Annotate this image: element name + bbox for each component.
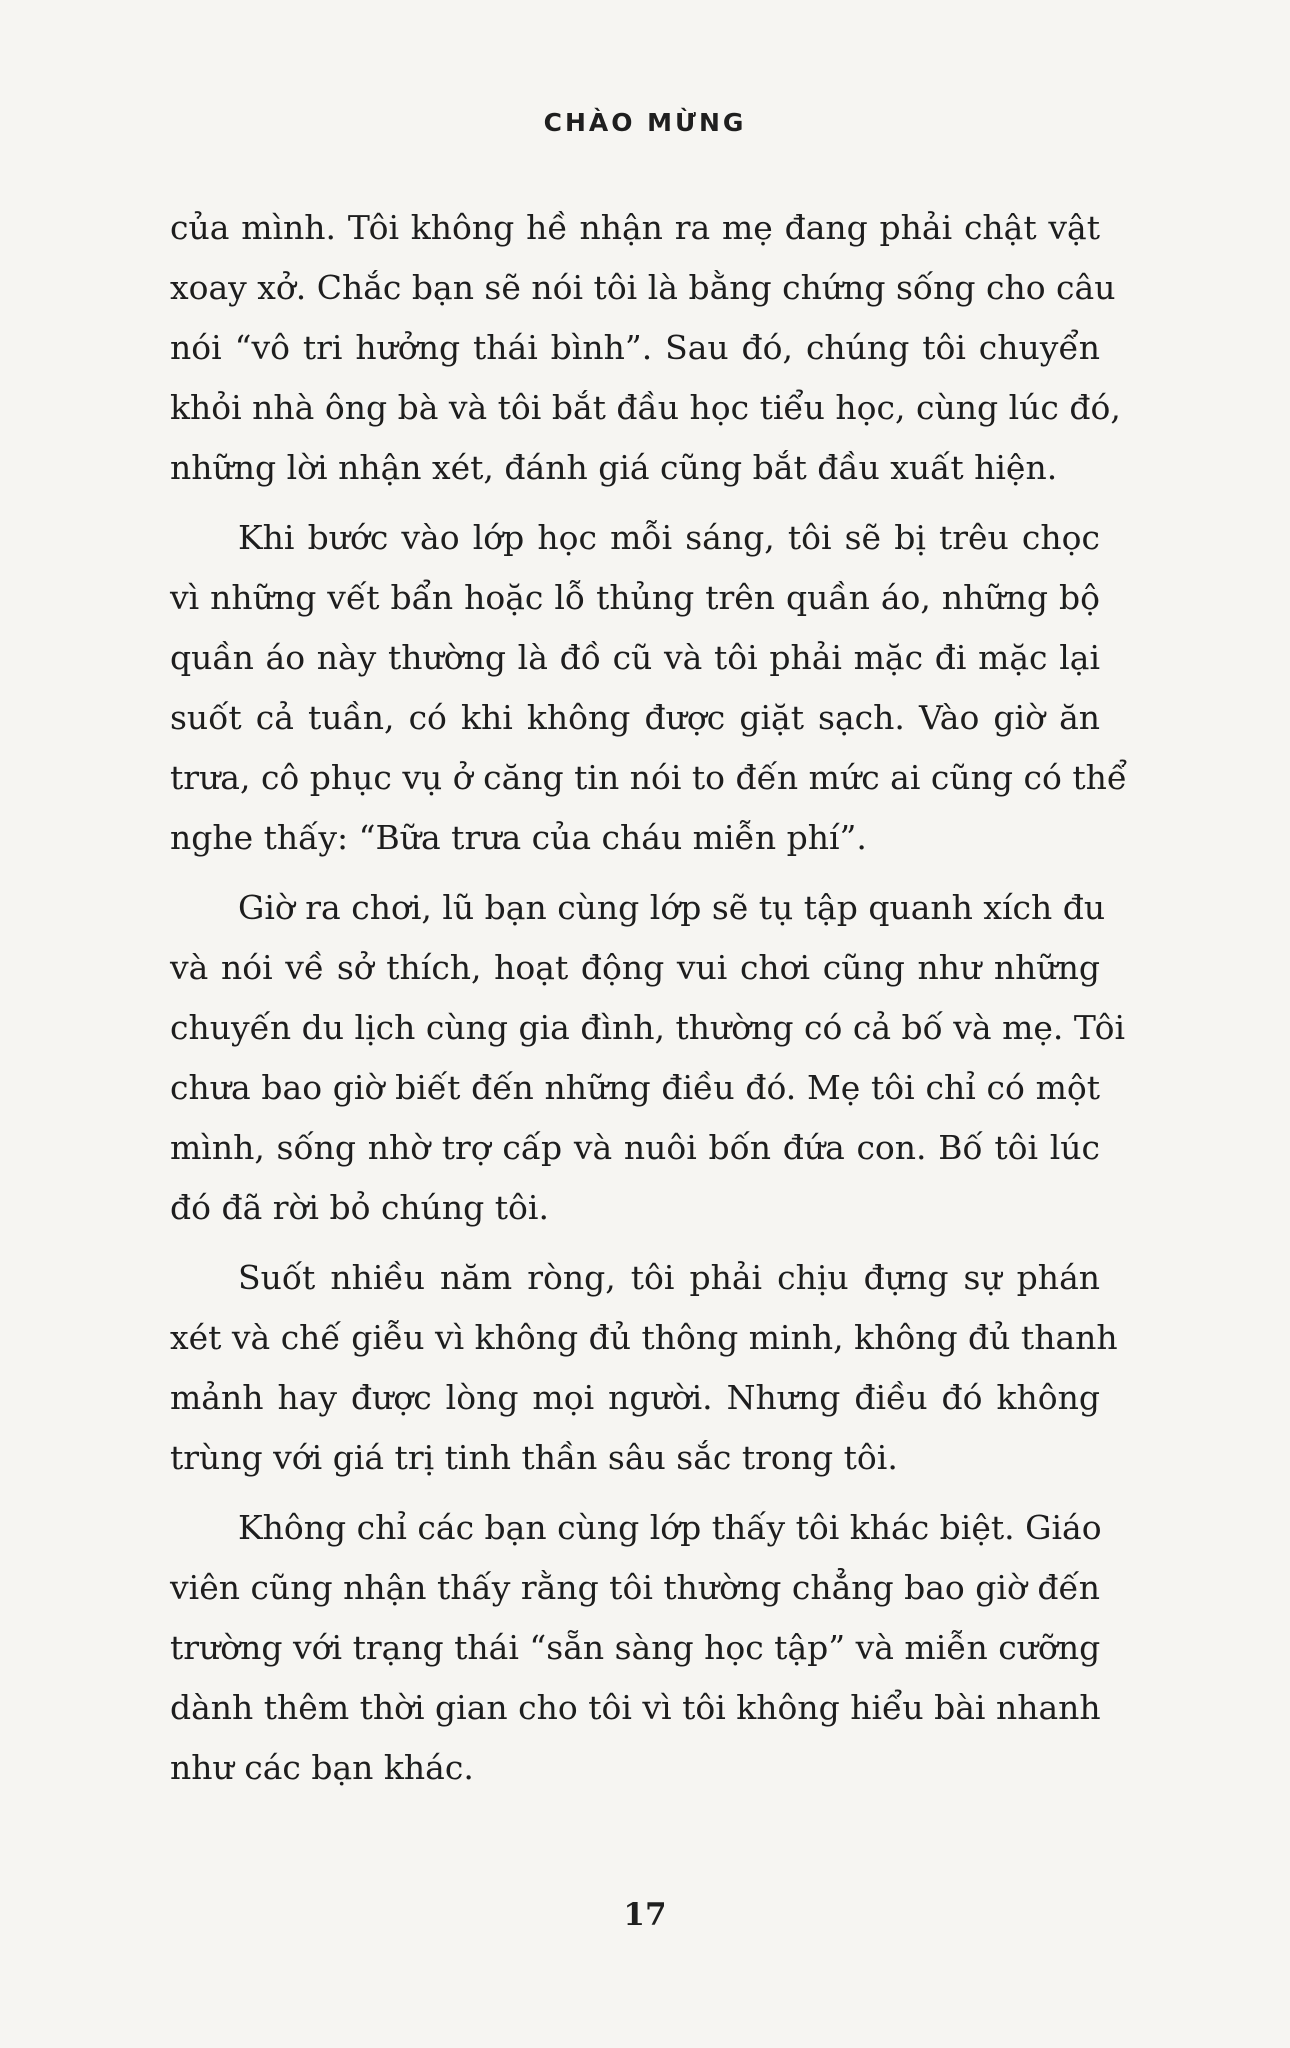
text-line: nghe thấy: “Bữa trưa của cháu miễn phí”. [170, 818, 867, 857]
text-line: Giờ ra chơi, lũ bạn cùng lớp sẽ tụ tập quanh xích đu [238, 888, 1106, 927]
paragraph-4 [170, 1248, 1118, 1488]
text-line: đó đã rời bỏ chúng tôi. [170, 1188, 549, 1227]
text-line: như các bạn khác. [170, 1748, 474, 1787]
text-line: chuyến du lịch cùng gia đình, thường có cả bố và mẹ. Tôi [170, 1008, 1126, 1047]
text-line: và nói về sở thích, hoạt động vui chơi cũng như những [170, 948, 1100, 987]
text-line: trưa, cô phục vụ ở căng tin nói to đến mức ai cũng có thể [170, 758, 1128, 797]
text-line: suốt cả tuần, có khi không được giặt sạch. Vào giờ ăn [170, 698, 1100, 737]
text-line: vì những vết bẩn hoặc lỗ thủng trên quần áo, những bộ [170, 578, 1100, 617]
text-line: nói “vô tri hưởng thái bình”. Sau đó, chúng tôi chuyển [170, 328, 1100, 367]
paragraph-3 [170, 878, 1126, 1238]
page-number: 17 [623, 1897, 667, 1933]
body-text [170, 198, 1128, 1808]
paragraph-5 [170, 1498, 1100, 1798]
paragraph-2 [170, 508, 1128, 868]
text-line: mình, sống nhờ trợ cấp và nuôi bốn đứa con. Bố tôi lúc [170, 1128, 1100, 1167]
text-line: Suốt nhiều năm ròng, tôi phải chịu đựng sự phán [238, 1258, 1100, 1297]
text-line: xét và chế giễu vì không đủ thông minh, không đủ thanh [170, 1318, 1118, 1357]
text-line: chưa bao giờ biết đến những điều đó. Mẹ tôi chỉ có một [170, 1068, 1100, 1107]
text-line: khỏi nhà ông bà và tôi bắt đầu học tiểu học, cùng lúc đó, [170, 388, 1121, 427]
paragraph-1 [170, 198, 1121, 498]
text-line: dành thêm thời gian cho tôi vì tôi không hiểu bài nhanh [170, 1688, 1101, 1727]
text-line: viên cũng nhận thấy rằng tôi thường chẳng bao giờ đến [170, 1568, 1101, 1607]
text-line: của mình. Tôi không hề nhận ra mẹ đang phải chật vật [170, 208, 1100, 247]
text-line: quần áo này thường là đồ cũ và tôi phải mặc đi mặc lại [170, 638, 1100, 677]
text-line: Không chỉ các bạn cùng lớp thấy tôi khác biệt. Giáo [238, 1508, 1102, 1547]
text-line: mảnh hay được lòng mọi người. Nhưng điều đó không [170, 1378, 1100, 1417]
running-header: CHÀO MỪNG [543, 108, 747, 137]
text-line: trường với trạng thái “sẵn sàng học tập” và miễn cưỡng [170, 1628, 1101, 1667]
text-line: trùng với giá trị tinh thần sâu sắc trong tôi. [170, 1438, 898, 1477]
text-line: Khi bước vào lớp học mỗi sáng, tôi sẽ bị trêu chọc [238, 518, 1100, 557]
text-line: những lời nhận xét, đánh giá cũng bắt đầu xuất hiện. [170, 448, 1058, 487]
text-line: xoay xở. Chắc bạn sẽ nói tôi là bằng chứng sống cho câu [170, 268, 1116, 307]
